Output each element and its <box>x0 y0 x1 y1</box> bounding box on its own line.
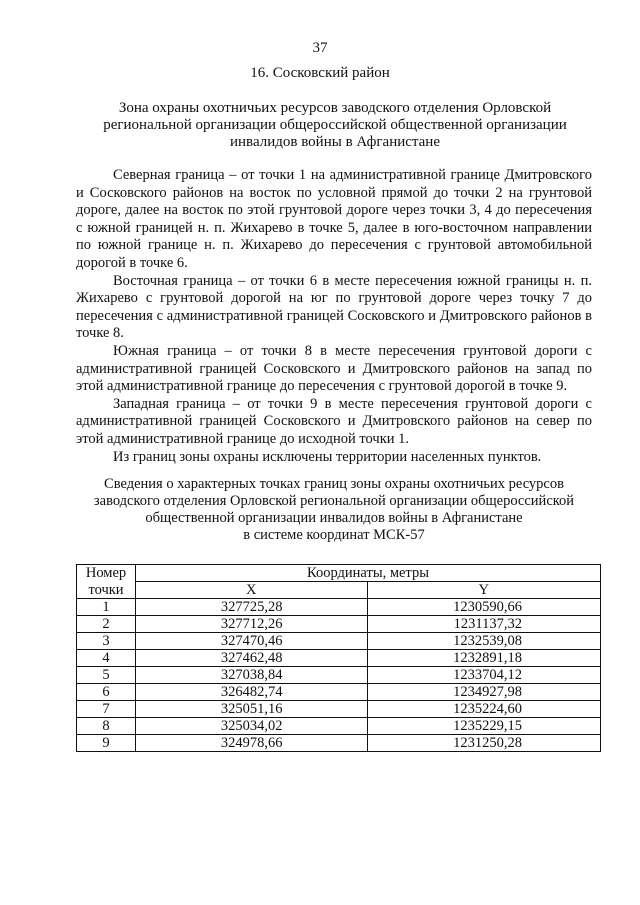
point-number-cell: 6 <box>77 684 136 701</box>
x-coordinate-cell: 325051,16 <box>136 701 368 718</box>
y-coordinate-cell: 1231250,28 <box>367 735 600 752</box>
table-row <box>77 718 601 735</box>
zone-title <box>98 100 572 151</box>
y-coordinate-cell: 1235229,15 <box>367 718 600 735</box>
y-column-header: Y <box>367 582 600 599</box>
point-number-cell: 4 <box>77 650 136 667</box>
table-row <box>77 633 601 650</box>
y-coordinate-cell: 1232539,08 <box>367 633 600 650</box>
coordinates-header: Координаты, метры <box>136 565 601 582</box>
x-coordinate-cell: 327470,46 <box>136 633 368 650</box>
table-row <box>77 667 601 684</box>
zone-title-line: региональной организации общероссийской общественной организации <box>103 117 567 133</box>
east-boundary-paragraph: Восточная граница – от точки 6 в месте пересечения южной границы н. п. Жихарево с грунтовой дорогой на юг по грунтовой дороге через точку 7 до пересечения с административной границей Сосковского и Дмитровского районов в точке 8. <box>76 272 592 342</box>
point-number-cell: 7 <box>77 701 136 718</box>
y-coordinate-cell: 1232891,18 <box>367 650 600 667</box>
table-row <box>77 701 601 718</box>
x-column-header: X <box>136 582 368 599</box>
table-caption-line: Сведения о характерных точках границ зоны охраны охотничьих ресурсов <box>104 476 564 492</box>
y-coordinate-cell: 1233704,12 <box>367 667 600 684</box>
table-caption-line: заводского отделения Орловской региональной организации общероссийской <box>93 493 575 509</box>
table-caption <box>76 476 592 544</box>
zone-title-line: инвалидов войны в Афганистане <box>230 134 440 150</box>
table-caption-line: общественной организации инвалидов войны в Афганистане <box>145 510 523 526</box>
table-row <box>77 684 601 701</box>
west-boundary-paragraph: Западная граница – от точки 9 в месте пересечения грунтовой дороги с административной границей Сосковского и Дмитровского районов на север по этой административной границе до исходной точки 1. <box>76 395 592 447</box>
table-row <box>77 735 601 752</box>
boundary-description <box>76 167 592 466</box>
page-number: 37 <box>312 40 328 56</box>
district-title: 16. Сосковский район <box>250 65 390 81</box>
y-coordinate-cell: 1235224,60 <box>367 701 600 718</box>
x-coordinate-cell: 324978,66 <box>136 735 368 752</box>
south-boundary-paragraph: Южная граница – от точки 8 в месте пересечения грунтовой дороги с административной границей Сосковского и Дмитровского районов на запад по этой административной границе до пересечения с грунтовой дорогой в точке 9. <box>76 342 592 395</box>
point-number-cell: 2 <box>77 616 136 633</box>
table-row <box>77 650 601 667</box>
table-caption-line: в системе координат МСК-57 <box>243 527 425 543</box>
point-number-cell: 9 <box>77 735 136 752</box>
table-row <box>77 599 601 616</box>
y-coordinate-cell: 1234927,98 <box>367 684 600 701</box>
north-boundary-paragraph: Северная граница – от точки 1 на административной границе Дмитровского и Сосковского районов на восток по условной прямой до точки 2 на грунтовой дороге, далее на восток по этой грунтовой дороге через точки 3, 4 до пересечения с южной границей н. п. Жихарево в точке 5, далее в юго-восточном направлении по южной границе н. п. Жихарево до пересечения с грунтовой автомобильной дорогой в точке 6. <box>76 167 592 271</box>
point-number-cell: 8 <box>77 718 136 735</box>
point-number-header: Номер <box>77 565 136 582</box>
x-coordinate-cell: 327462,48 <box>136 650 368 667</box>
x-coordinate-cell: 325034,02 <box>136 718 368 735</box>
point-number-cell: 3 <box>77 633 136 650</box>
x-coordinate-cell: 327038,84 <box>136 667 368 684</box>
zone-title-line: Зона охраны охотничьих ресурсов заводского отделения Орловской <box>118 100 552 116</box>
table-row <box>77 616 601 633</box>
point-number-cell: 1 <box>77 599 136 616</box>
x-coordinate-cell: 326482,74 <box>136 684 368 701</box>
y-coordinate-cell: 1230590,66 <box>367 599 600 616</box>
coordinates-table <box>76 564 601 752</box>
y-coordinate-cell: 1231137,32 <box>367 616 600 633</box>
x-coordinate-cell: 327725,28 <box>136 599 368 616</box>
x-coordinate-cell: 327712,26 <box>136 616 368 633</box>
point-number-cell: 5 <box>77 667 136 684</box>
point-number-header-line2: точки <box>77 582 136 599</box>
exclusion-paragraph: Из границ зоны охраны исключены территории населенных пунктов. <box>113 448 542 465</box>
